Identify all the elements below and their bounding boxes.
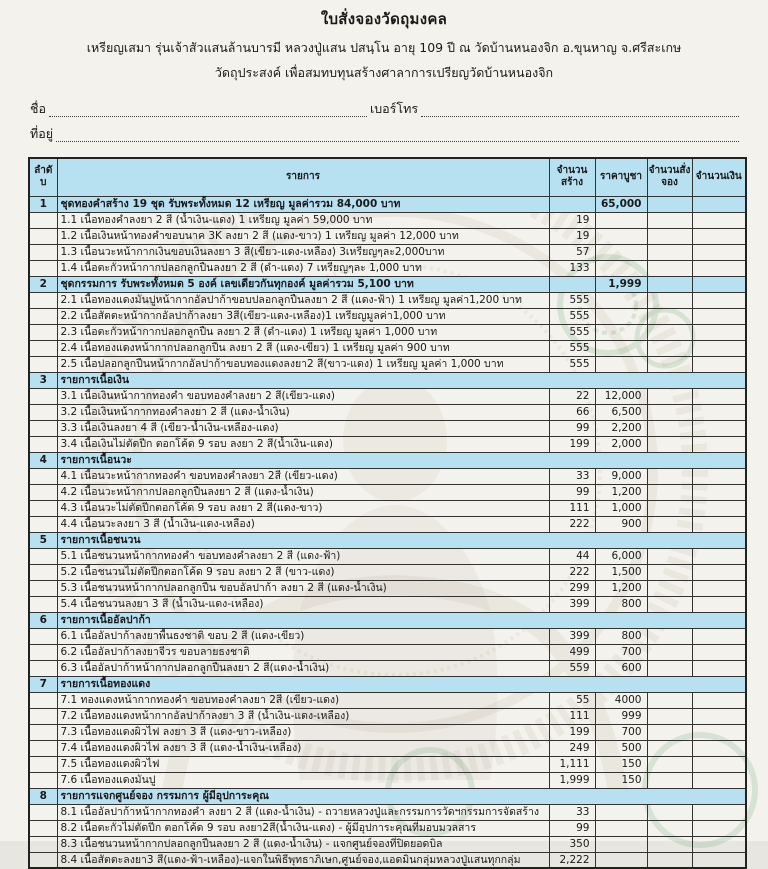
cell-description: 1.3 เนื้อนวะหน้ากากเงินขอบเงินลงยา 3 สี(เขียว-แดง-เหลือง) 3เหรียญๆละ2,000บาท bbox=[57, 244, 549, 260]
cell-order-no bbox=[29, 340, 57, 356]
cell-price: 500 bbox=[595, 740, 647, 756]
cell-description: ชุดทองคำสร้าง 19 ชุด รับพระทั้งหมด 12 เหรียญ มูลค่ารวม 84,000 บาท bbox=[57, 196, 549, 212]
cell-price: 900 bbox=[595, 516, 647, 532]
cell-quantity-made: 350 bbox=[549, 836, 595, 852]
cell-order-no bbox=[29, 228, 57, 244]
cell-amount bbox=[692, 852, 746, 868]
cell-amount bbox=[692, 420, 746, 436]
cell-description: 7.2 เนื้อทองแดงหน้ากากอัลปาก้าลงยา 3 สี (น้ำเงิน-แดง-เหลือง) bbox=[57, 708, 549, 724]
cell-description: 2.4 เนื้อทองแดงหน้ากากปลอกลูกปืน ลงยา 2 สี (แดง-เขียว) 1 เหรียญ มูลค่า 900 บาท bbox=[57, 340, 549, 356]
cell-quantity-ordered bbox=[647, 644, 692, 660]
cell-quantity-ordered bbox=[647, 468, 692, 484]
item-row bbox=[29, 500, 746, 516]
column-header-quantity-ordered: จำนวนสั่งจอง bbox=[647, 158, 692, 196]
cell-quantity-ordered bbox=[647, 596, 692, 612]
address-fill-line bbox=[56, 129, 739, 142]
name-label: ชื่อ bbox=[30, 101, 46, 116]
cell-quantity-made: 33 bbox=[549, 804, 595, 820]
cell-description: 4.1 เนื้อนวะหน้ากากทองคำ ขอบทองคำลงยา 2สี (เขียว-แดง) bbox=[57, 468, 549, 484]
cell-order-no: 8 bbox=[29, 788, 57, 804]
item-row bbox=[29, 580, 746, 596]
cell-quantity-ordered bbox=[647, 756, 692, 772]
cell-price: 9,000 bbox=[595, 468, 647, 484]
item-row bbox=[29, 660, 746, 676]
cell-quantity-ordered bbox=[647, 628, 692, 644]
cell-order-no bbox=[29, 852, 57, 868]
item-row bbox=[29, 628, 746, 644]
item-row bbox=[29, 324, 746, 340]
cell-quantity-made: 555 bbox=[549, 292, 595, 308]
cell-quantity-ordered bbox=[647, 260, 692, 276]
cell-order-no bbox=[29, 596, 57, 612]
cell-quantity-made: 199 bbox=[549, 724, 595, 740]
cell-price bbox=[595, 212, 647, 228]
cell-price: 800 bbox=[595, 596, 647, 612]
document-subtitle-purpose: วัดถุประสงค์ เพื่อสมทบทุนสร้างศาลาการเปรียญวัดบ้านหนองจิก bbox=[214, 65, 554, 80]
cell-amount bbox=[692, 260, 746, 276]
item-row bbox=[29, 756, 746, 772]
cell-order-no bbox=[29, 692, 57, 708]
cell-order-no bbox=[29, 740, 57, 756]
cell-price: 2,200 bbox=[595, 420, 647, 436]
cell-price: 65,000 bbox=[595, 196, 647, 212]
column-header-description: รายการ bbox=[57, 158, 549, 196]
section-row bbox=[29, 788, 746, 804]
cell-quantity-ordered bbox=[647, 852, 692, 868]
cell-quantity-made: 555 bbox=[549, 324, 595, 340]
cell-order-no bbox=[29, 548, 57, 564]
cell-price: 700 bbox=[595, 724, 647, 740]
cell-description: 4.4 เนื้อนวะลงยา 3 สี (น้ำเงิน-แดง-เหลือง) bbox=[57, 516, 549, 532]
cell-price bbox=[595, 852, 647, 868]
cell-order-no bbox=[29, 708, 57, 724]
cell-price: 150 bbox=[595, 756, 647, 772]
cell-quantity-ordered bbox=[647, 388, 692, 404]
cell-description: 3.1 เนื้อเงินหน้ากากทองคำ ขอบทองคำลงยา 2 สี(เขียว-แดง) bbox=[57, 388, 549, 404]
cell-quantity-ordered bbox=[647, 340, 692, 356]
order-table-body bbox=[29, 196, 746, 868]
cell-price: 6,500 bbox=[595, 404, 647, 420]
item-row bbox=[29, 772, 746, 788]
cell-order-no bbox=[29, 324, 57, 340]
name-fill-line bbox=[49, 104, 367, 117]
cell-amount bbox=[692, 516, 746, 532]
cell-order-no bbox=[29, 804, 57, 820]
cell-quantity-ordered bbox=[647, 324, 692, 340]
cell-amount bbox=[692, 340, 746, 356]
phone-fill-line bbox=[421, 104, 739, 117]
cell-amount bbox=[692, 740, 746, 756]
cell-amount bbox=[692, 660, 746, 676]
cell-amount bbox=[692, 404, 746, 420]
order-table bbox=[28, 157, 747, 869]
item-row bbox=[29, 836, 746, 852]
cell-quantity-made: 1,111 bbox=[549, 756, 595, 772]
cell-order-no: 7 bbox=[29, 676, 57, 692]
cell-quantity-made: 299 bbox=[549, 580, 595, 596]
cell-quantity-made: 133 bbox=[549, 260, 595, 276]
cell-description: 3.4 เนื้อเงินไม่ตัดปีก ตอกโค้ด 9 รอบ ลงยา 2 สี(น้ำเงิน-แดง) bbox=[57, 436, 549, 452]
cell-description: 4.2 เนื้อนวะหน้ากากปลอกลูกปืนลงยา 2 สี (แดง-น้ำเงิน) bbox=[57, 484, 549, 500]
item-row bbox=[29, 596, 746, 612]
item-row bbox=[29, 852, 746, 868]
cell-quantity-made: 19 bbox=[549, 228, 595, 244]
item-row bbox=[29, 292, 746, 308]
cell-description: 7.4 เนื้อทองแดงผิวไฟ ลงยา 3 สี (แดง-น้ำเงิน-เหลือง) bbox=[57, 740, 549, 756]
cell-quantity-made: 111 bbox=[549, 708, 595, 724]
cell-amount bbox=[692, 580, 746, 596]
cell-description: รายการเนื้อทองแดง bbox=[57, 676, 746, 692]
column-header-amount: จำนวนเงิน bbox=[692, 158, 746, 196]
page-title: ใบสั่งจองวัดถุมงคล bbox=[320, 10, 448, 28]
cell-description: 2.3 เนื้อตะกั่วหน้ากากปลอกลูกปืน ลงยา 2 สี (ดำ-แดง) 1 เหรียญ มูลค่า 1,000 บาท bbox=[57, 324, 549, 340]
cell-quantity-ordered bbox=[647, 708, 692, 724]
cell-description: 3.3 เนื้อเงินลงยา 4 สี (เขียว-น้ำเงิน-เหลือง-แดง) bbox=[57, 420, 549, 436]
cell-description: 8.3 เนื้อชนวนหน้ากากปลอกลูกปืนลงยา 2 สี (แดง-น้ำเงิน) - แจกศูนย์จองที่ปิดยอดบิล bbox=[57, 836, 549, 852]
item-row bbox=[29, 516, 746, 532]
item-row bbox=[29, 420, 746, 436]
cell-amount bbox=[692, 484, 746, 500]
cell-amount bbox=[692, 820, 746, 836]
cell-quantity-ordered bbox=[647, 196, 692, 212]
cell-amount bbox=[692, 708, 746, 724]
cell-quantity-made: 57 bbox=[549, 244, 595, 260]
cell-quantity-made: 1,999 bbox=[549, 772, 595, 788]
item-row bbox=[29, 388, 746, 404]
cell-description: 2.2 เนื้อสัตตะหน้ากากอัลปาก้าลงยา 3สี(เขียว-แดง-เหลือง)1 เหรียญมูลค่า1,000 บาท bbox=[57, 308, 549, 324]
cell-description: 5.1 เนื้อชนวนหน้ากากทองคำ ขอบทองคำลงยา 2 สี (แดง-ฟ้า) bbox=[57, 548, 549, 564]
item-row bbox=[29, 244, 746, 260]
cell-description: รายการเนื้อชนวน bbox=[57, 532, 746, 548]
cell-order-no bbox=[29, 836, 57, 852]
cell-quantity-ordered bbox=[647, 500, 692, 516]
cell-quantity-ordered bbox=[647, 724, 692, 740]
section-row bbox=[29, 612, 746, 628]
item-row bbox=[29, 804, 746, 820]
cell-order-no bbox=[29, 820, 57, 836]
item-row bbox=[29, 468, 746, 484]
cell-order-no bbox=[29, 292, 57, 308]
cell-quantity-ordered bbox=[647, 564, 692, 580]
cell-price: 1,200 bbox=[595, 580, 647, 596]
cell-quantity-ordered bbox=[647, 548, 692, 564]
cell-quantity-made: 559 bbox=[549, 660, 595, 676]
item-row bbox=[29, 340, 746, 356]
item-row bbox=[29, 260, 746, 276]
cell-quantity-made: 33 bbox=[549, 468, 595, 484]
cell-price: 150 bbox=[595, 772, 647, 788]
section-row bbox=[29, 532, 746, 548]
cell-description: รายการเนื้อเงิน bbox=[57, 372, 746, 388]
cell-quantity-made: 199 bbox=[549, 436, 595, 452]
item-row bbox=[29, 228, 746, 244]
item-row bbox=[29, 212, 746, 228]
cell-quantity-made bbox=[549, 196, 595, 212]
cell-price: 4000 bbox=[595, 692, 647, 708]
section-row bbox=[29, 372, 746, 388]
cell-quantity-made: 555 bbox=[549, 356, 595, 372]
cell-amount bbox=[692, 644, 746, 660]
cell-amount bbox=[692, 436, 746, 452]
cell-quantity-made: 99 bbox=[549, 484, 595, 500]
item-row bbox=[29, 404, 746, 420]
cell-amount bbox=[692, 388, 746, 404]
item-row bbox=[29, 356, 746, 372]
cell-quantity-ordered bbox=[647, 212, 692, 228]
cell-price: 2,000 bbox=[595, 436, 647, 452]
cell-order-no bbox=[29, 724, 57, 740]
cell-amount bbox=[692, 836, 746, 852]
cell-description: รายการเนื้ออัลปาก้า bbox=[57, 612, 746, 628]
cell-amount bbox=[692, 628, 746, 644]
cell-price: 1,500 bbox=[595, 564, 647, 580]
cell-amount bbox=[692, 212, 746, 228]
item-row bbox=[29, 484, 746, 500]
cell-amount bbox=[692, 756, 746, 772]
cell-order-no bbox=[29, 244, 57, 260]
cell-quantity-ordered bbox=[647, 580, 692, 596]
cell-order-no bbox=[29, 660, 57, 676]
cell-price: 600 bbox=[595, 660, 647, 676]
cell-price: 1,999 bbox=[595, 276, 647, 292]
cell-amount bbox=[692, 324, 746, 340]
cell-order-no bbox=[29, 564, 57, 580]
cell-quantity-ordered bbox=[647, 772, 692, 788]
cell-quantity-ordered bbox=[647, 276, 692, 292]
cell-price: 1,200 bbox=[595, 484, 647, 500]
address-line bbox=[30, 124, 742, 144]
cell-order-no bbox=[29, 500, 57, 516]
item-row bbox=[29, 564, 746, 580]
cell-description: ชุดกรรมการ รับพระทั้งหมด 5 องค์ เลขเดียวกันทุกองค์ มูลค่ารวม 5,100 บาท bbox=[57, 276, 549, 292]
cell-price bbox=[595, 340, 647, 356]
phone-label: เบอร์โทร bbox=[369, 101, 419, 116]
buyer-info-section bbox=[30, 99, 742, 144]
cell-description: 6.1 เนื้ออัลปาก้าลงยาพื้นธงชาติ ขอบ 2 สี (แดง-เขียว) bbox=[57, 628, 549, 644]
cell-order-no: 1 bbox=[29, 196, 57, 212]
cell-description: รายการเนื้อนวะ bbox=[57, 452, 746, 468]
cell-amount bbox=[692, 804, 746, 820]
cell-quantity-made: 99 bbox=[549, 420, 595, 436]
cell-order-no bbox=[29, 484, 57, 500]
section-row bbox=[29, 196, 746, 212]
cell-description: 6.3 เนื้ออัลปาก้าหน้ากากปลอกลูกปืนลงยา 2 สี(แดง-น้ำเงิน) bbox=[57, 660, 549, 676]
cell-quantity-ordered bbox=[647, 836, 692, 852]
cell-price bbox=[595, 804, 647, 820]
cell-quantity-ordered bbox=[647, 692, 692, 708]
cell-amount bbox=[692, 356, 746, 372]
item-row bbox=[29, 692, 746, 708]
cell-quantity-ordered bbox=[647, 420, 692, 436]
cell-description: 8.2 เนื้อตะกั่วไม่ตัดปีก ตอกโค้ด 9 รอบ ลงยา2สี(น้ำเงิน-แดง) - ผู้มีอุปการะคุณที่มอบมวลสาร bbox=[57, 820, 549, 836]
cell-order-no bbox=[29, 420, 57, 436]
cell-description: 1.4 เนื้อตะกั่วหน้ากากปลอกลูกปืนลงยา 2 สี (ดำ-แดง) 7 เหรียญๆละ 1,000 บาท bbox=[57, 260, 549, 276]
cell-quantity-made: 555 bbox=[549, 340, 595, 356]
cell-order-no: 3 bbox=[29, 372, 57, 388]
cell-quantity-ordered bbox=[647, 804, 692, 820]
cell-amount bbox=[692, 308, 746, 324]
cell-amount bbox=[692, 772, 746, 788]
cell-quantity-made: 22 bbox=[549, 388, 595, 404]
item-row bbox=[29, 724, 746, 740]
cell-description: 1.1 เนื้อทองคำลงยา 2 สี (น้ำเงิน-แดง) 1 เหรียญ มูลค่า 59,000 บาท bbox=[57, 212, 549, 228]
section-row bbox=[29, 676, 746, 692]
item-row bbox=[29, 308, 746, 324]
cell-quantity-ordered bbox=[647, 820, 692, 836]
cell-quantity-ordered bbox=[647, 484, 692, 500]
cell-price bbox=[595, 292, 647, 308]
cell-order-no bbox=[29, 756, 57, 772]
cell-description: 7.1 ทองแดงหน้ากากทองคำ ขอบทองคำลงยา 2สี (เขียว-แดง) bbox=[57, 692, 549, 708]
cell-amount bbox=[692, 292, 746, 308]
cell-quantity-made: 19 bbox=[549, 212, 595, 228]
cell-description: 2.1 เนื้อทองแดงมันปูหน้ากากอัลปาก้าขอบปลอกลูกปืนลงยา 2 สี (แดง-ฟ้า) 1 เหรียญ มูลค่า1,200 บาท bbox=[57, 292, 549, 308]
cell-quantity-made: 399 bbox=[549, 596, 595, 612]
cell-quantity-ordered bbox=[647, 292, 692, 308]
cell-price bbox=[595, 308, 647, 324]
cell-quantity-made: 222 bbox=[549, 564, 595, 580]
column-header-order-no: ลำดับ bbox=[29, 158, 57, 196]
cell-order-no: 4 bbox=[29, 452, 57, 468]
cell-amount bbox=[692, 196, 746, 212]
item-row bbox=[29, 436, 746, 452]
section-row bbox=[29, 452, 746, 468]
cell-quantity-ordered bbox=[647, 356, 692, 372]
item-row bbox=[29, 644, 746, 660]
cell-quantity-ordered bbox=[647, 436, 692, 452]
cell-price bbox=[595, 836, 647, 852]
cell-amount bbox=[692, 564, 746, 580]
column-header-price: ราคาบูชา bbox=[595, 158, 647, 196]
cell-quantity-made: 55 bbox=[549, 692, 595, 708]
section-row bbox=[29, 276, 746, 292]
cell-price bbox=[595, 244, 647, 260]
cell-quantity-ordered bbox=[647, 660, 692, 676]
address-label: ที่อยู่ bbox=[30, 126, 54, 141]
cell-quantity-made: 99 bbox=[549, 820, 595, 836]
cell-quantity-ordered bbox=[647, 244, 692, 260]
cell-price: 1,000 bbox=[595, 500, 647, 516]
cell-amount bbox=[692, 244, 746, 260]
cell-order-no bbox=[29, 260, 57, 276]
cell-quantity-made: 499 bbox=[549, 644, 595, 660]
cell-description: 7.5 เนื้อทองแดงผิวไฟ bbox=[57, 756, 549, 772]
cell-description: รายการแจกศูนย์จอง กรรมการ ผู้มีอุปการะคุณ bbox=[57, 788, 746, 804]
cell-description: 5.3 เนื้อชนวนหน้ากากปลอกลูกปืน ขอบอัลปาก้า ลงยา 2 สี (แดง-น้ำเงิน) bbox=[57, 580, 549, 596]
cell-order-no bbox=[29, 644, 57, 660]
cell-amount bbox=[692, 468, 746, 484]
cell-amount bbox=[692, 724, 746, 740]
cell-quantity-made: 399 bbox=[549, 628, 595, 644]
cell-amount bbox=[692, 692, 746, 708]
cell-quantity-ordered bbox=[647, 740, 692, 756]
cell-order-no bbox=[29, 772, 57, 788]
cell-order-no bbox=[29, 436, 57, 452]
cell-description: 7.6 เนื้อทองแดงมันปู bbox=[57, 772, 549, 788]
cell-price: 6,000 bbox=[595, 548, 647, 564]
name-phone-line bbox=[30, 99, 742, 119]
cell-price bbox=[595, 228, 647, 244]
cell-quantity-ordered bbox=[647, 404, 692, 420]
cell-price: 800 bbox=[595, 628, 647, 644]
cell-order-no bbox=[29, 516, 57, 532]
cell-description: 8.1 เนื้ออัลปาก้าหน้ากากทองคำ ลงยา 2 สี (แดง-น้ำเงิน) - ถวายหลวงปู่และกรรมการวัดฯกรรมการจัดสร้าง bbox=[57, 804, 549, 820]
cell-order-no bbox=[29, 628, 57, 644]
cell-quantity-made: 555 bbox=[549, 308, 595, 324]
cell-price bbox=[595, 356, 647, 372]
cell-quantity-ordered bbox=[647, 308, 692, 324]
document-header bbox=[0, 0, 768, 83]
cell-quantity-made: 44 bbox=[549, 548, 595, 564]
cell-description: 5.2 เนื้อชนวนไม่ตัดปีกตอกโค้ด 9 รอบ ลงยา 2 สี (ขาว-แดง) bbox=[57, 564, 549, 580]
cell-description: 5.4 เนื้อชนวนลงยา 3 สี (น้ำเงิน-แดง-เหลือง) bbox=[57, 596, 549, 612]
cell-amount bbox=[692, 500, 746, 516]
cell-description: 7.3 เนื้อทองแดงผิวไฟ ลงยา 3 สี (แดง-ขาว-เหลือง) bbox=[57, 724, 549, 740]
cell-price bbox=[595, 820, 647, 836]
column-header-quantity-made: จำนวนสร้าง bbox=[549, 158, 595, 196]
order-table-header bbox=[29, 158, 746, 196]
cell-quantity-made: 249 bbox=[549, 740, 595, 756]
cell-quantity-ordered bbox=[647, 228, 692, 244]
item-row bbox=[29, 708, 746, 724]
cell-amount bbox=[692, 276, 746, 292]
cell-order-no bbox=[29, 308, 57, 324]
cell-order-no bbox=[29, 212, 57, 228]
cell-order-no: 6 bbox=[29, 612, 57, 628]
cell-order-no: 5 bbox=[29, 532, 57, 548]
cell-amount bbox=[692, 548, 746, 564]
cell-price: 999 bbox=[595, 708, 647, 724]
cell-amount bbox=[692, 596, 746, 612]
cell-description: 2.5 เนื้อปลอกลูกปืนหน้ากากอัลปาก้าขอบทองแดงลงยา2 สี(ขาว-แดง) 1 เหรียญ มูลค่า 1,000 บาท bbox=[57, 356, 549, 372]
cell-order-no bbox=[29, 388, 57, 404]
cell-order-no: 2 bbox=[29, 276, 57, 292]
cell-order-no bbox=[29, 356, 57, 372]
header-row bbox=[29, 158, 746, 196]
cell-quantity-made bbox=[549, 276, 595, 292]
cell-description: 1.2 เนื้อเงินหน้าทองคำขอบนาค 3K ลงยา 2 สี (แดง-ขาว) 1 เหรียญ มูลค่า 12,000 บาท bbox=[57, 228, 549, 244]
cell-order-no bbox=[29, 468, 57, 484]
cell-price: 700 bbox=[595, 644, 647, 660]
cell-order-no bbox=[29, 404, 57, 420]
cell-quantity-made: 66 bbox=[549, 404, 595, 420]
cell-quantity-made: 222 bbox=[549, 516, 595, 532]
cell-description: 8.4 เนื้อสัตตะลงยา3 สี(แดง-ฟ้า-เหลือง)-แจกในพิธีพุทธาภิเษก,ศูนย์จอง,แอดมินกลุ่มหลวงปู่แสนทุกกลุ่ม bbox=[57, 852, 549, 868]
item-row bbox=[29, 820, 746, 836]
cell-order-no bbox=[29, 580, 57, 596]
item-row bbox=[29, 548, 746, 564]
item-row bbox=[29, 740, 746, 756]
cell-description: 4.3 เนื้อนวะไม่ตัดปีกตอกโค้ด 9 รอบ ลงยา 2 สี(แดง-ขาว) bbox=[57, 500, 549, 516]
cell-amount bbox=[692, 228, 746, 244]
cell-quantity-made: 111 bbox=[549, 500, 595, 516]
cell-price: 12,000 bbox=[595, 388, 647, 404]
cell-description: 3.2 เนื้อเงินหน้ากากทองคำลงยา 2 สี (แดง-น้ำเงิน) bbox=[57, 404, 549, 420]
document-subtitle-edition: เหรียญเสมา รุ่นเจ้าสัวแสนล้านบารมี หลวงปู่แสน ปสนฺโน อายุ 109 ปี ณ วัดบ้านหนองจิก อ.ขุนหาญ จ.ศรีสะเกษ bbox=[86, 40, 682, 55]
cell-quantity-made: 2,222 bbox=[549, 852, 595, 868]
cell-quantity-ordered bbox=[647, 516, 692, 532]
cell-price bbox=[595, 324, 647, 340]
cell-price bbox=[595, 260, 647, 276]
cell-description: 6.2 เนื้ออัลปาก้าลงยาจีวร ขอบลายธงชาติ bbox=[57, 644, 549, 660]
